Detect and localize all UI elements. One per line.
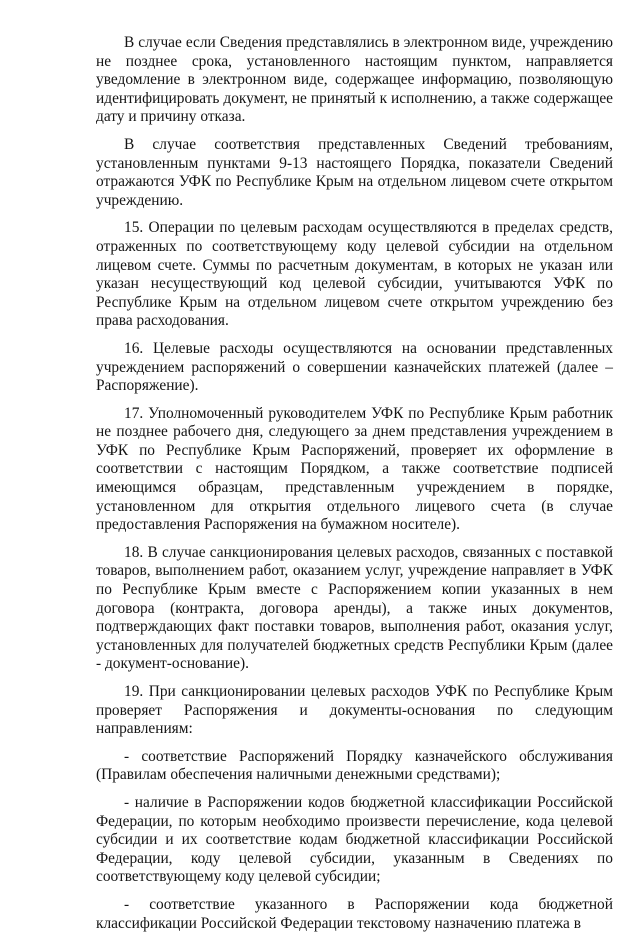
paragraph-19-item-3: - соответствие указанного в Распоряжении кода бюджетной классификации Российской Федерации текстовому назначению платежа в xyxy=(96,895,613,932)
paragraph-18: 18. В случае санкционирования целевых расходов, связанных с поставкой товаров, выполнением работ, оказанием услуг, учреждение направляет в УФК по Республике Крым вместе с Распоряжением копии указанных в нем договора (контракта, договора аренды), а также иных документов, подтверждающих факт поставки товаров, выполнения работ, оказания услуг, установленных для получателей бюджетных средств Республики Крым (далее - документ-основание). xyxy=(96,543,613,673)
document-page xyxy=(96,34,613,935)
paragraph-19-item-2: - наличие в Распоряжении кодов бюджетной классификации Российской Федерации, по которым необходимо произвести перечисление, кода целевой субсидии и их соответствие кодам бюджетной классификации Российской Федерации, коду целевой субсидии, указанным в Сведениях по соответствующему коду целевой субсидии; xyxy=(96,793,613,886)
paragraph-electronic-notice: В случае если Сведения представлялись в электронном виде, учреждению не позднее срока, установленного настоящим пунктом, направляется уведомление в электронном виде, содержащее информацию, позволяющую идентифицировать документ, не принятый к исполнению, а также содержащее дату и причину отказа. xyxy=(96,34,613,126)
paragraph-15: 15. Операции по целевым расходам осуществляются в пределах средств, отраженных по соответствующему коду целевой субсидии на отдельном лицевом счете. Суммы по расчетным документам, в которых не указан или указан несуществующий код целевой субсидии, учитываются УФК по Республике Крым на отдельном лицевом счете открытом учреждению без права расходования. xyxy=(96,219,613,330)
paragraph-compliance: В случае соответствия представленных Сведений требованиям, установленным пунктами 9-13 настоящего Порядка, показатели Сведений отражаются УФК по Республике Крым на отдельном лицевом счете открытом учреждению. xyxy=(96,135,613,209)
paragraph-17: 17. Уполномоченный руководителем УФК по Республике Крым работник не позднее рабочего дня, следующего за днем представления учреждением в УФК по Республике Крым Распоряжений, проверяет их оформление в соответствии с настоящим Порядком, а также соответствие подписей имеющимся образцам, представленным учреждением в порядке, установленном для открытия отдельного лицевого счета (в случае предоставления Распоряжения на бумажном носителе). xyxy=(96,404,613,534)
paragraph-16: 16. Целевые расходы осуществляются на основании представленных учреждением распоряжений о совершении казначейских платежей (далее – Распоряжение). xyxy=(96,339,613,395)
paragraph-19: 19. При санкционировании целевых расходов УФК по Республике Крым проверяет Распоряжения и документы-основания по следующим направлениям: xyxy=(96,683,613,738)
paragraph-19-item-1: - соответствие Распоряжений Порядку казначейского обслуживания (Правилам обеспечения наличными денежными средствами); xyxy=(96,747,613,784)
